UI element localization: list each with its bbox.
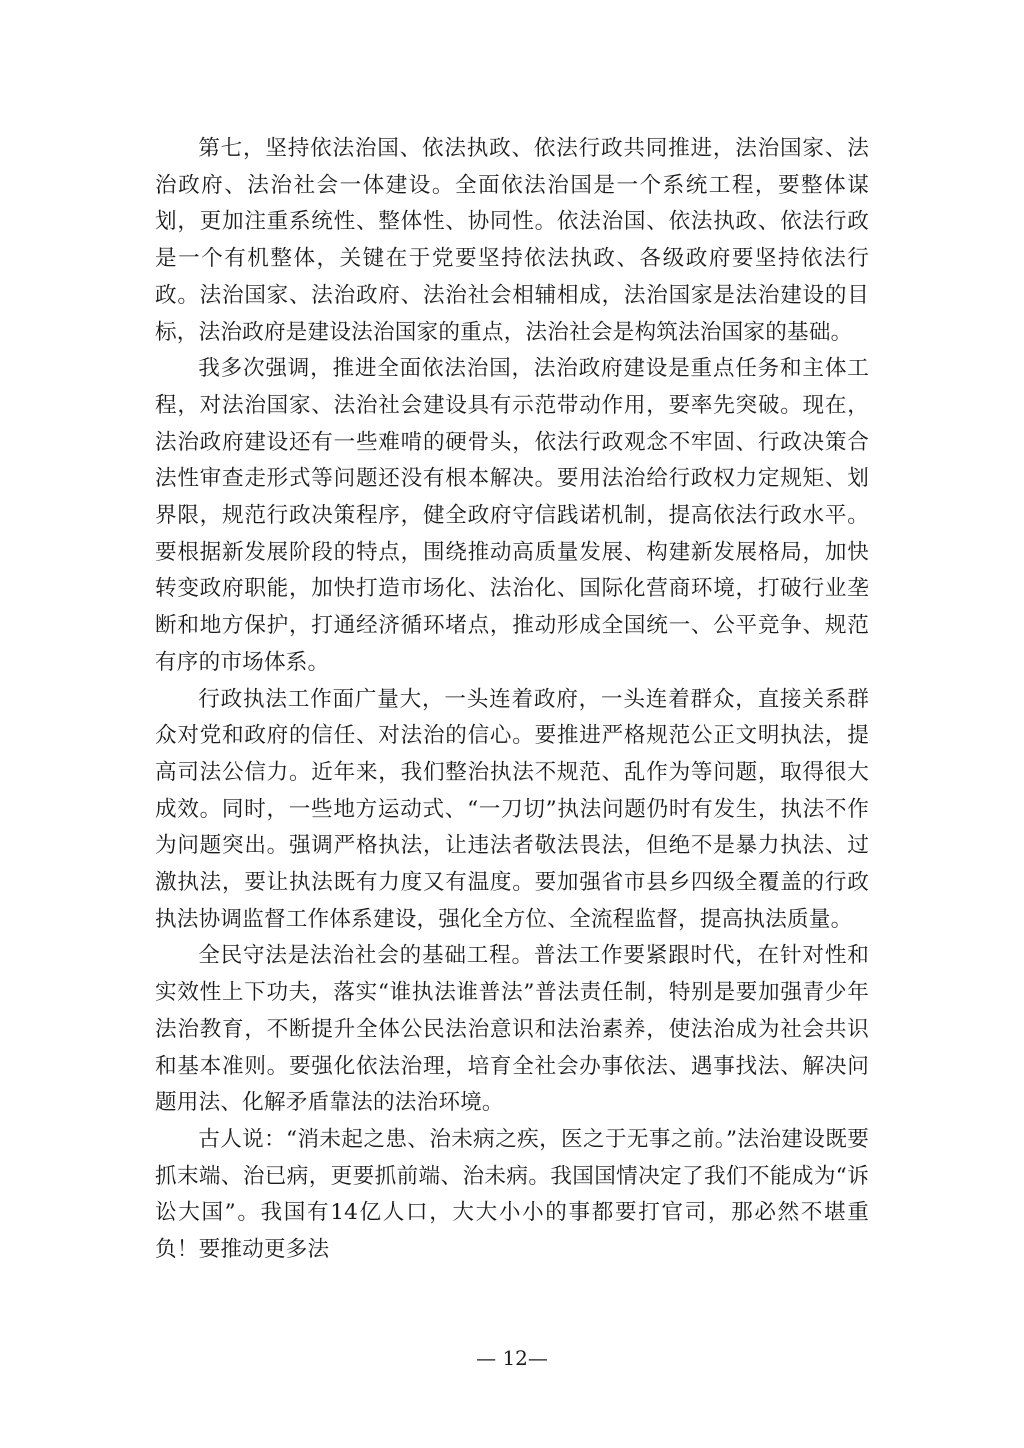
paragraph-5: 古人说：“消未起之患、治未病之疾，医之于无事之前。”法治建设既要抓末端、治已病，更要抓前端、治未病。我国国情决定了我们不能成为“诉讼大国”。我国有14亿人口，大大小小的事都要打官司，那必然不堪重负！要推动更多法 [155, 1126, 869, 1263]
paragraph-2: 我多次强调，推进全面依法治国，法治政府建设是重点任务和主体工程，对法治国家、法治社会建设具有示范带动作用，要率先突破。现在，法治政府建设还有一些难啃的硬骨头，依法行政观念不牢固、行政决策合法性审查走形式等问题还没有根本解决。要用法治给行政权力定规矩、划界限，规范行政决策程序，健全政府守信践诺机制，提高依法行政水平。要根据新发展阶段的特点，围绕推动高质量发展、构建新发展格局，加快转变政府职能，加快打造市场化、法治化、国际化营商环境，打破行业垄断和地方保护，打通经济循环堵点，推动形成全国统一、公平竞争、规范有序的市场体系。 [155, 356, 869, 675]
page-number: — 12— [476, 1346, 548, 1370]
paragraph-4: 全民守法是法治社会的基础工程。普法工作要紧跟时代，在针对性和实效性上下功夫，落实“谁执法谁普法”普法责任制，特别是要加强青少年法治教育，不断提升全体公民法治意识和法治素养，使法治成为社会共识和基本准则。要强化依法治理，培育全社会办事依法、遇事找法、解决问题用法、化解矛盾靠法的法治环境。 [155, 943, 869, 1116]
document-body [155, 131, 869, 1269]
paragraph-1: 第七，坚持依法治国、依法执政、依法行政共同推进，法治国家、法治政府、法治社会一体建设。全面依法治国是一个系统工程，要整体谋划，更加注重系统性、整体性、协同性。依法治国、依法执政、依法行政是一个有机整体，关键在于党要坚持依法执政、各级政府要坚持依法行政。法治国家、法治政府、法治社会相辅相成，法治国家是法治建设的目标，法治政府是建设法治国家的重点，法治社会是构筑法治国家的基础。 [155, 136, 869, 345]
paragraph-3: 行政执法工作面广量大，一头连着政府，一头连着群众，直接关系群众对党和政府的信任、对法治的信心。要推进严格规范公正文明执法，提高司法公信力。近年来，我们整治执法不规范、乱作为等问题，取得很大成效。同时，一些地方运动式、“一刀切”执法问题仍时有发生，执法不作为问题突出。强调严格执法，让违法者敬法畏法，但绝不是暴力执法、过激执法，要让执法既有力度又有温度。要加强省市县乡四级全覆盖的行政执法协调监督工作体系建设，强化全方位、全流程监督，提高执法质量。 [155, 686, 869, 932]
